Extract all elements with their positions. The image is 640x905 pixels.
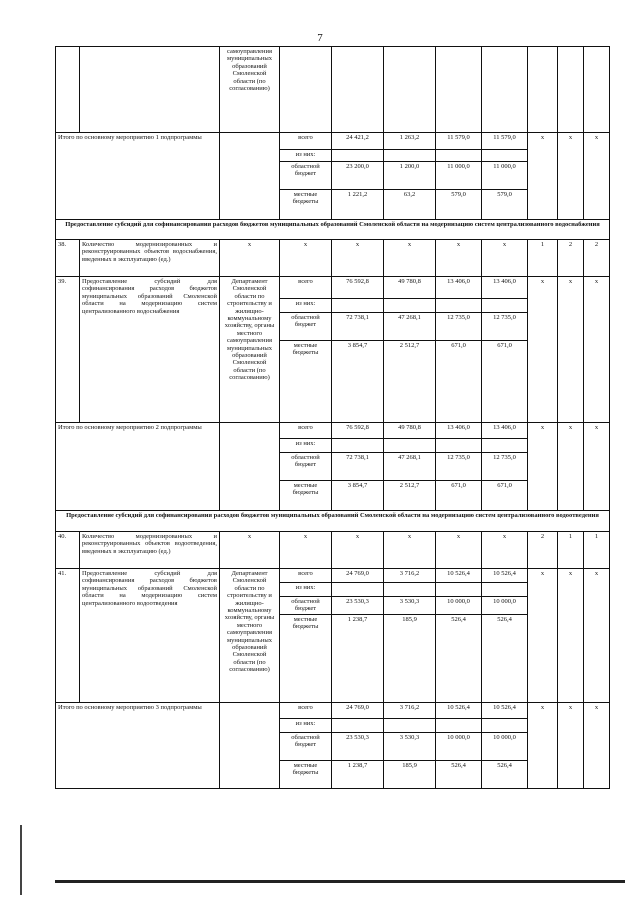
label-mest-budget: местные бюджеты: [280, 481, 332, 511]
x-cell: x: [528, 133, 558, 220]
x-cell: x: [280, 532, 332, 569]
value-cell: 526,4: [482, 615, 528, 703]
value-cell: 671,0: [482, 341, 528, 423]
value-cell: 10 526,4: [436, 569, 482, 583]
label-mest-budget: местные бюджеты: [280, 190, 332, 220]
label-mest-budget: местные бюджеты: [280, 615, 332, 703]
x-cell: x: [584, 703, 610, 789]
value-cell: 13 406,0: [436, 277, 482, 299]
value-cell: 671,0: [436, 341, 482, 423]
label-iz-nih: из них:: [280, 150, 332, 162]
value-cell: 3 530,3: [384, 597, 436, 615]
x-cell: x: [220, 532, 280, 569]
x-cell: x: [332, 532, 384, 569]
section-header: [56, 220, 610, 240]
value-cell: 526,4: [482, 761, 528, 789]
value-cell: 11 579,0: [482, 133, 528, 150]
indicator-cell: 2: [558, 240, 584, 277]
row-number: 39.: [56, 277, 80, 423]
label-obl-budget: областной бюджет: [280, 733, 332, 761]
x-cell: x: [384, 532, 436, 569]
row-name: Количество модернизированных и реконструированных объектов водоотведения, введенных в эксплуатацию (ед.): [80, 532, 220, 569]
x-cell: x: [332, 240, 384, 277]
total2-vsego-row: [56, 423, 610, 439]
value-cell: 10 000,0: [482, 597, 528, 615]
value-cell: 3 716,2: [384, 703, 436, 719]
value-cell: 185,9: [384, 761, 436, 789]
x-cell: x: [482, 240, 528, 277]
x-cell: x: [584, 277, 610, 423]
label-iz-nih: из них:: [280, 719, 332, 733]
total1-vsego-row: [56, 133, 610, 150]
continuation-row: [56, 47, 610, 133]
scan-edge-line: [20, 825, 22, 895]
row-name: Количество модернизированных и реконструированных объектов водоснабжения, введенных в эксплуатацию (ед.): [80, 240, 220, 277]
budget-table: [55, 46, 610, 789]
value-cell: 13 406,0: [482, 423, 528, 439]
value-cell: 1 238,7: [332, 761, 384, 789]
label-mest-budget: местные бюджеты: [280, 341, 332, 423]
label-vsego: всего: [280, 423, 332, 439]
total2-name: Итого по основному мероприятию 2 подпрограммы: [56, 423, 220, 511]
row-number: 41.: [56, 569, 80, 703]
x-cell: x: [280, 240, 332, 277]
x-cell: x: [584, 133, 610, 220]
value-cell: 185,9: [384, 615, 436, 703]
label-vsego: всего: [280, 569, 332, 583]
value-cell: 10 000,0: [436, 733, 482, 761]
x-cell: x: [558, 569, 584, 703]
label-vsego: всего: [280, 133, 332, 150]
label-iz-nih: из них:: [280, 439, 332, 453]
x-cell: x: [482, 532, 528, 569]
section-title: Предоставление субсидий для софинансирования расходов бюджетов муниципальных образований Смоленской области на модернизацию систем централизованного водоотведения: [56, 511, 610, 532]
value-cell: 10 000,0: [482, 733, 528, 761]
value-cell: 23 530,3: [332, 597, 384, 615]
value-cell: 1 238,7: [332, 615, 384, 703]
value-cell: 3 530,3: [384, 733, 436, 761]
x-cell: x: [558, 703, 584, 789]
x-cell: x: [436, 532, 482, 569]
x-cell: x: [528, 569, 558, 703]
table-row: [56, 277, 610, 299]
value-cell: 3 854,7: [332, 341, 384, 423]
value-cell: 3 716,2: [384, 569, 436, 583]
table-row: [56, 569, 610, 583]
row-number: 38.: [56, 240, 80, 277]
value-cell: 12 735,0: [436, 453, 482, 481]
value-cell: 526,4: [436, 761, 482, 789]
value-cell: 72 738,1: [332, 313, 384, 341]
value-cell: 1 263,2: [384, 133, 436, 150]
value-cell: 1 200,0: [384, 162, 436, 190]
value-cell: 12 735,0: [482, 453, 528, 481]
section-header: [56, 511, 610, 532]
value-cell: 76 592,8: [332, 277, 384, 299]
value-cell: 10 000,0: [436, 597, 482, 615]
value-cell: 579,0: [436, 190, 482, 220]
x-cell: x: [436, 240, 482, 277]
page-number: 7: [317, 32, 323, 44]
value-cell: 49 780,8: [384, 423, 436, 439]
indicator-cell: 2: [584, 240, 610, 277]
scan-bottom-line: [55, 880, 625, 883]
value-cell: 1 221,2: [332, 190, 384, 220]
row-name: Предоставление субсидий для софинансирования расходов бюджетов муниципальных образований Смоленской области на модернизацию систем централизованного водоснабжения: [80, 277, 220, 423]
x-cell: x: [528, 703, 558, 789]
value-cell: 72 738,1: [332, 453, 384, 481]
executor-cell: Департамент Смоленской области по строительству и жилищно-коммунальному хозяйству, органы местного самоуправления муниципальных образований Смоленской области (по согласованию): [220, 277, 280, 423]
value-cell: 47 268,1: [384, 453, 436, 481]
total1-name: Итого по основному мероприятию 1 подпрограммы: [56, 133, 220, 220]
label-iz-nih: из них:: [280, 299, 332, 313]
table-row: [56, 532, 610, 569]
x-cell: x: [528, 277, 558, 423]
x-cell: x: [528, 423, 558, 511]
value-cell: 11 579,0: [436, 133, 482, 150]
value-cell: 13 406,0: [436, 423, 482, 439]
x-cell: x: [558, 133, 584, 220]
label-vsego: всего: [280, 277, 332, 299]
value-cell: 2 512,7: [384, 481, 436, 511]
x-cell: x: [558, 277, 584, 423]
section-title: Предоставление субсидий для софинансирования расходов бюджетов муниципальных образований Смоленской области на модернизацию систем централизованного водоснабжения: [56, 220, 610, 240]
value-cell: 63,2: [384, 190, 436, 220]
x-cell: x: [558, 423, 584, 511]
x-cell: x: [384, 240, 436, 277]
value-cell: 23 200,0: [332, 162, 384, 190]
value-cell: 10 526,4: [482, 703, 528, 719]
value-cell: 579,0: [482, 190, 528, 220]
value-cell: 76 592,8: [332, 423, 384, 439]
x-cell: x: [220, 240, 280, 277]
total3-vsego-row: [56, 703, 610, 719]
value-cell: 11 000,0: [482, 162, 528, 190]
value-cell: 2 512,7: [384, 341, 436, 423]
value-cell: 3 854,7: [332, 481, 384, 511]
row-name: Предоставление субсидий для софинансирования расходов бюджетов муниципальных образований Смоленской области на модернизацию систем централизованного водоотведения: [80, 569, 220, 703]
value-cell: 12 735,0: [436, 313, 482, 341]
value-cell: 24 421,2: [332, 133, 384, 150]
x-cell: x: [584, 569, 610, 703]
x-cell: x: [584, 423, 610, 511]
table-row: [56, 240, 610, 277]
value-cell: 12 735,0: [482, 313, 528, 341]
indicator-cell: 1: [528, 240, 558, 277]
label-vsego: всего: [280, 703, 332, 719]
executor-cell: Департамент Смоленской области по строительству и жилищно-коммунальному хозяйству, органы местного самоуправления муниципальных образований Смоленской области (по согласованию): [220, 569, 280, 703]
label-obl-budget: областной бюджет: [280, 162, 332, 190]
value-cell: 671,0: [436, 481, 482, 511]
executor-cell: самоуправления муниципальных образований Смоленской области (по согласованию): [220, 47, 280, 133]
value-cell: 24 769,0: [332, 569, 384, 583]
label-mest-budget: местные бюджеты: [280, 761, 332, 789]
value-cell: 11 000,0: [436, 162, 482, 190]
label-obl-budget: областной бюджет: [280, 313, 332, 341]
indicator-cell: 1: [584, 532, 610, 569]
value-cell: 671,0: [482, 481, 528, 511]
label-obl-budget: областной бюджет: [280, 453, 332, 481]
value-cell: 10 526,4: [436, 703, 482, 719]
label-iz-nih: из них:: [280, 583, 332, 597]
value-cell: 47 268,1: [384, 313, 436, 341]
indicator-cell: 2: [528, 532, 558, 569]
indicator-cell: 1: [558, 532, 584, 569]
label-obl-budget: областной бюджет: [280, 597, 332, 615]
value-cell: 24 769,0: [332, 703, 384, 719]
value-cell: 10 526,4: [482, 569, 528, 583]
value-cell: 526,4: [436, 615, 482, 703]
value-cell: 49 780,8: [384, 277, 436, 299]
total3-name: Итого по основному мероприятию 3 подпрограммы: [56, 703, 220, 789]
value-cell: 13 406,0: [482, 277, 528, 299]
value-cell: 23 530,3: [332, 733, 384, 761]
row-number: 40.: [56, 532, 80, 569]
